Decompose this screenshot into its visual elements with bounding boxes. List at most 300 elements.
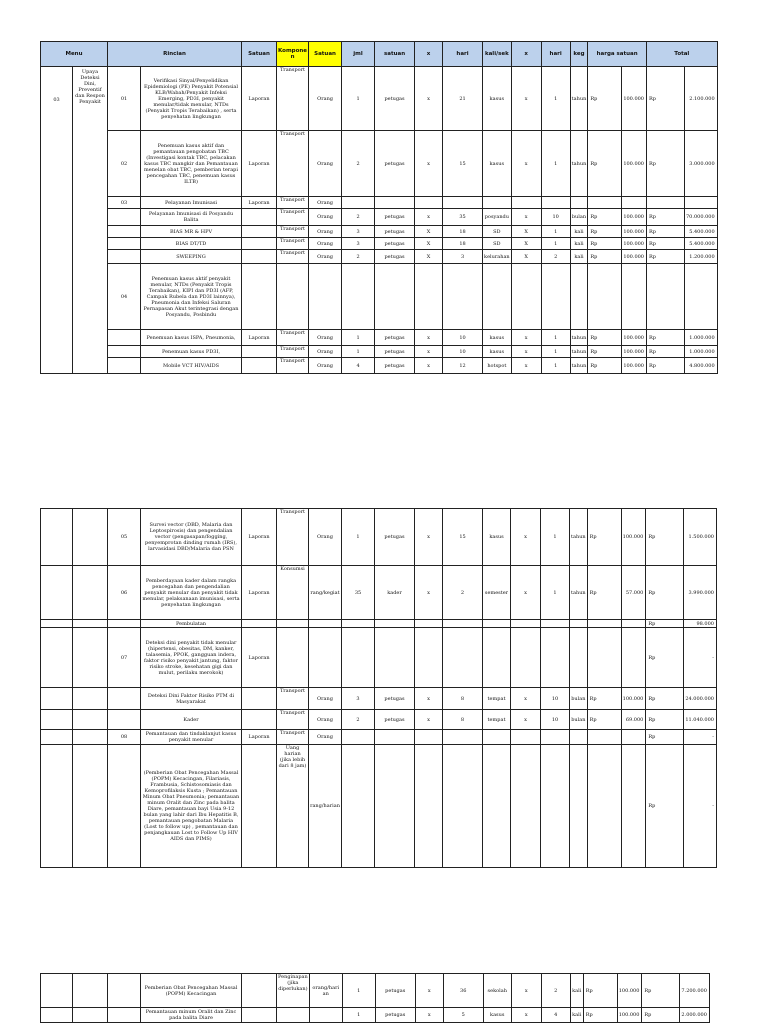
komponen-cell: Transport bbox=[277, 330, 309, 346]
rincian-cell: Pemantauan minum Oralit dan Zinc pada balita Diare bbox=[141, 1008, 242, 1023]
hari2-cell bbox=[541, 730, 570, 745]
komponen-cell: Transport bbox=[277, 197, 309, 209]
satuan-cell: Laporan bbox=[242, 330, 277, 346]
header-total: Total bbox=[647, 42, 718, 67]
hari-cell: 8 bbox=[443, 688, 483, 710]
rincian-cell: Pelayanan Imunisasi di Posyandu Balita bbox=[141, 209, 242, 226]
rp-total-label: Rp bbox=[646, 730, 684, 745]
jml-cell: 3 bbox=[342, 226, 375, 238]
satuan-cell: Laporan bbox=[242, 509, 277, 566]
rp-label bbox=[587, 745, 621, 868]
table-row bbox=[41, 209, 718, 226]
hari2-cell: 1 bbox=[541, 67, 570, 131]
header-rincian: Rincian bbox=[108, 42, 242, 67]
table-row bbox=[41, 67, 718, 131]
harga-cell bbox=[621, 620, 646, 628]
rp-total-label: Rp bbox=[646, 628, 684, 688]
rp-label: Rp bbox=[587, 688, 621, 710]
satuan-petugas-cell: petugas bbox=[375, 710, 415, 730]
komponen-cell: Transport bbox=[277, 509, 309, 566]
kali-cell: SD bbox=[483, 226, 512, 238]
total-cell: 1.000.000 bbox=[685, 330, 718, 346]
satuan-unit-cell: rang/harian bbox=[309, 745, 342, 868]
satuan-unit-cell bbox=[309, 620, 342, 628]
rp-total-label: Rp bbox=[646, 566, 684, 620]
table-row bbox=[41, 226, 718, 238]
hari-cell bbox=[443, 197, 483, 209]
hari-cell: 15 bbox=[443, 509, 483, 566]
satuan-petugas-cell: petugas bbox=[375, 226, 415, 238]
rp-label bbox=[587, 620, 621, 628]
header-x2: x bbox=[511, 42, 541, 67]
hari-cell: 12 bbox=[443, 358, 483, 374]
harga-cell: 100.000 bbox=[622, 67, 647, 131]
total-cell: - bbox=[684, 628, 717, 688]
satuan-unit-cell: Orang bbox=[309, 710, 342, 730]
multiply-cell: x bbox=[415, 974, 443, 1008]
row-number bbox=[108, 745, 141, 868]
harga-cell: 100.000 bbox=[622, 250, 647, 264]
kali-cell bbox=[483, 264, 512, 330]
harga-cell: 100.000 bbox=[617, 974, 642, 1008]
harga-cell: 100.000 bbox=[621, 509, 646, 566]
harga-cell bbox=[621, 745, 646, 868]
harga-cell bbox=[621, 628, 646, 688]
harga-cell: 100.000 bbox=[622, 346, 647, 358]
harga-cell bbox=[621, 730, 646, 745]
empty-cell bbox=[41, 566, 73, 620]
jml-cell: 4 bbox=[342, 358, 375, 374]
row-number: 03 bbox=[108, 197, 141, 209]
budget-table-2 bbox=[40, 508, 717, 868]
total-cell: - bbox=[684, 730, 717, 745]
satuan-unit-cell: Orang bbox=[309, 209, 342, 226]
rp-total-label bbox=[647, 264, 685, 330]
keg-cell bbox=[570, 264, 588, 330]
rp-total-label: Rp bbox=[647, 346, 685, 358]
hari2-cell: 1 bbox=[541, 226, 570, 238]
rincian-cell: Pemberdayaan kader dalam rangka pencegahan dan pengendalian penyakit menular dan penyakit tidak menular, pelaksanaan imunisasi, serta penyehatan lingkungan bbox=[141, 566, 242, 620]
header-x1: x bbox=[415, 42, 443, 67]
satuan-cell bbox=[242, 250, 277, 264]
multiply-cell bbox=[415, 197, 443, 209]
row-number: 01 bbox=[108, 67, 141, 131]
rp-total-label: Rp bbox=[646, 688, 684, 710]
table-3-body bbox=[41, 974, 710, 1023]
rincian-cell: Penemuan kasus ISPA, Pneumonia, bbox=[141, 330, 242, 346]
rp-total-label: Rp bbox=[647, 250, 685, 264]
satuan-petugas-cell bbox=[375, 197, 415, 209]
komponen-cell: Transport bbox=[277, 688, 309, 710]
jml-cell: 1 bbox=[342, 330, 375, 346]
row-number bbox=[108, 688, 141, 710]
komponen-cell: Transport bbox=[277, 250, 309, 264]
empty-cell bbox=[41, 974, 73, 1008]
hari2-cell: 1 bbox=[541, 358, 570, 374]
satuan-cell: Laporan bbox=[242, 730, 277, 745]
table-row bbox=[41, 688, 717, 710]
satuan-unit-cell: Orang bbox=[309, 226, 342, 238]
multiply2-cell: X bbox=[511, 250, 541, 264]
row-number: 07 bbox=[108, 628, 141, 688]
kali-cell: posyandu bbox=[483, 209, 512, 226]
hari2-cell: 1 bbox=[541, 509, 570, 566]
rp-label: Rp bbox=[588, 346, 622, 358]
satuan-petugas-cell bbox=[375, 730, 415, 745]
harga-cell: 57.000 bbox=[621, 566, 646, 620]
kali-cell: kasus bbox=[483, 330, 512, 346]
multiply-cell: x bbox=[415, 1008, 443, 1023]
keg-cell: kali bbox=[570, 238, 588, 250]
multiply2-cell: x bbox=[511, 209, 541, 226]
komponen-cell bbox=[277, 620, 309, 628]
row-number: 04 bbox=[108, 264, 141, 330]
hari2-cell: 4 bbox=[541, 1008, 570, 1023]
satuan-petugas-cell: petugas bbox=[375, 509, 415, 566]
rp-total-label: Rp bbox=[642, 1008, 680, 1023]
total-cell: 7.200.000 bbox=[680, 974, 709, 1008]
komponen-cell: Transport bbox=[277, 238, 309, 250]
row-number bbox=[108, 238, 141, 250]
hari-cell: 10 bbox=[443, 330, 483, 346]
total-cell: - bbox=[684, 745, 717, 868]
jml-cell bbox=[342, 197, 375, 209]
multiply-cell: x bbox=[415, 509, 443, 566]
rincian-cell: Deteksi Dini Faktor Risiko PTM di Masyarakat bbox=[141, 688, 242, 710]
komponen-cell: Penginapan (jika diperlukan) bbox=[277, 974, 310, 1008]
rincian-cell: Kader bbox=[141, 710, 242, 730]
total-cell: 2.100.000 bbox=[685, 67, 718, 131]
hari-cell bbox=[443, 730, 483, 745]
komponen-cell: Transport bbox=[277, 209, 309, 226]
rincian-cell: Pelayanan Imunisasi bbox=[141, 197, 242, 209]
hari-cell: 2 bbox=[443, 566, 483, 620]
rp-total-label: Rp bbox=[642, 974, 680, 1008]
harga-cell: 100.000 bbox=[622, 238, 647, 250]
row-number bbox=[108, 209, 141, 226]
keg-cell: kali bbox=[570, 250, 588, 264]
multiply-cell: x bbox=[415, 67, 443, 131]
empty-cell bbox=[41, 628, 73, 688]
satuan-unit-cell: Orang bbox=[309, 330, 342, 346]
table-2-body bbox=[41, 509, 717, 868]
empty-cell bbox=[41, 688, 73, 710]
rp-label bbox=[587, 628, 621, 688]
multiply2-cell bbox=[511, 264, 541, 330]
satuan-petugas-cell: petugas bbox=[375, 974, 415, 1008]
jml-cell: 3 bbox=[342, 688, 375, 710]
multiply2-cell: x bbox=[511, 566, 541, 620]
rp-label: Rp bbox=[588, 250, 622, 264]
satuan-unit-cell bbox=[309, 264, 342, 330]
keg-cell: bulan bbox=[570, 209, 588, 226]
satuan-petugas-cell: petugas bbox=[375, 131, 415, 197]
header-kali: kali/sek bbox=[483, 42, 512, 67]
table-row bbox=[41, 509, 717, 566]
keg-cell: bulan bbox=[570, 710, 588, 730]
satuan-unit-cell: Orang bbox=[309, 509, 342, 566]
hari-cell: 8 bbox=[443, 710, 483, 730]
kali-cell: hotspot bbox=[483, 358, 512, 374]
satuan-unit-cell: rang/kegiat bbox=[309, 566, 342, 620]
satuan-cell bbox=[242, 226, 277, 238]
header-satuan3: satuan bbox=[375, 42, 415, 67]
multiply2-cell: x bbox=[511, 67, 541, 131]
hari2-cell: 10 bbox=[541, 710, 570, 730]
kali-cell: tempat bbox=[483, 688, 511, 710]
hari2-cell: 10 bbox=[541, 688, 570, 710]
rp-total-label: Rp bbox=[646, 620, 684, 628]
keg-cell bbox=[570, 197, 588, 209]
table-row bbox=[41, 197, 718, 209]
hari-cell: 21 bbox=[443, 67, 483, 131]
rincian-cell: Pemberian Obat Pencegahan Massal (POPM) Kecacingan bbox=[141, 974, 242, 1008]
header-komponen: Kompone n bbox=[277, 42, 309, 67]
keg-cell: tahun bbox=[570, 566, 588, 620]
satuan-cell bbox=[242, 1008, 277, 1023]
table-row bbox=[41, 566, 717, 620]
multiply2-cell bbox=[511, 745, 541, 868]
satuan-petugas-cell: petugas bbox=[375, 67, 415, 131]
budget-table-1 bbox=[40, 41, 718, 374]
multiply-cell: x bbox=[415, 131, 443, 197]
rp-total-label: Rp bbox=[646, 745, 684, 868]
multiply2-cell bbox=[511, 730, 541, 745]
satuan-cell bbox=[242, 620, 277, 628]
satuan-cell: Laporan bbox=[242, 67, 277, 131]
multiply-cell: x bbox=[415, 358, 443, 374]
hari2-cell bbox=[541, 628, 570, 688]
satuan-unit-cell bbox=[309, 628, 342, 688]
rincian-cell: Mobile VCT HIV/AIDS bbox=[141, 358, 242, 374]
satuan-petugas-cell: petugas bbox=[375, 250, 415, 264]
total-cell: 5.400.000 bbox=[685, 226, 718, 238]
komponen-cell bbox=[277, 628, 309, 688]
row-number bbox=[108, 620, 141, 628]
jml-cell bbox=[342, 730, 375, 745]
multiply2-cell: x bbox=[511, 346, 541, 358]
harga-cell: 100.000 bbox=[622, 330, 647, 346]
multiply2-cell bbox=[511, 628, 541, 688]
table-row bbox=[41, 264, 718, 330]
satuan-petugas-cell: petugas bbox=[375, 346, 415, 358]
hari2-cell: 10 bbox=[541, 209, 570, 226]
harga-cell bbox=[622, 264, 647, 330]
rp-label: Rp bbox=[583, 1008, 617, 1023]
multiply-cell: X bbox=[415, 226, 443, 238]
empty-cell bbox=[41, 745, 73, 868]
satuan-cell: Laporan bbox=[242, 197, 277, 209]
hari-cell: 35 bbox=[443, 209, 483, 226]
row-number bbox=[108, 226, 141, 238]
harga-cell: 100.000 bbox=[622, 131, 647, 197]
total-cell: 4.800.000 bbox=[685, 358, 718, 374]
empty-cell bbox=[41, 730, 73, 745]
satuan-petugas-cell: petugas bbox=[375, 209, 415, 226]
table-1-body bbox=[41, 67, 718, 374]
hari2-cell: 1 bbox=[541, 346, 570, 358]
rp-label: Rp bbox=[588, 330, 622, 346]
satuan-unit-cell: orang/hari an bbox=[309, 974, 342, 1008]
row-number: 02 bbox=[108, 131, 141, 197]
hari-cell: 3 bbox=[443, 250, 483, 264]
satuan-petugas-cell: petugas bbox=[375, 330, 415, 346]
rp-label bbox=[588, 264, 622, 330]
table-row bbox=[41, 620, 717, 628]
hari-cell: 5 bbox=[443, 1008, 483, 1023]
hari-cell: 15 bbox=[443, 131, 483, 197]
harga-cell: 100.000 bbox=[617, 1008, 642, 1023]
kali-cell bbox=[483, 620, 511, 628]
empty-cell bbox=[73, 1008, 108, 1023]
harga-cell: 100.000 bbox=[622, 209, 647, 226]
total-cell: 2.000.000 bbox=[680, 1008, 709, 1023]
jml-cell bbox=[342, 628, 375, 688]
rp-total-label: Rp bbox=[646, 710, 684, 730]
satuan-unit-cell: Orang bbox=[309, 358, 342, 374]
satuan-petugas-cell bbox=[375, 745, 415, 868]
empty-cell bbox=[41, 620, 73, 628]
hari-cell bbox=[443, 620, 483, 628]
jml-cell: 2 bbox=[342, 710, 375, 730]
multiply-cell: X bbox=[415, 250, 443, 264]
table-row bbox=[41, 628, 717, 688]
hari-cell bbox=[443, 628, 483, 688]
keg-cell: kali bbox=[570, 974, 583, 1008]
hari-cell bbox=[443, 264, 483, 330]
multiply-cell bbox=[415, 264, 443, 330]
rp-total-label: Rp bbox=[647, 67, 685, 131]
keg-cell bbox=[570, 620, 588, 628]
multiply-cell: X bbox=[415, 238, 443, 250]
jml-cell bbox=[342, 620, 375, 628]
hari2-cell: 1 bbox=[541, 330, 570, 346]
kali-cell: kasus bbox=[483, 131, 512, 197]
multiply-cell: x bbox=[415, 346, 443, 358]
header-harga: harga satuan bbox=[588, 42, 647, 67]
table-row bbox=[41, 358, 718, 374]
hari2-cell bbox=[541, 745, 570, 868]
rp-label bbox=[588, 197, 622, 209]
total-cell: 11.040.000 bbox=[684, 710, 717, 730]
kali-cell bbox=[483, 745, 511, 868]
komponen-cell: Konsumsi bbox=[277, 566, 309, 620]
rincian-cell: Penemuan kasus aktif dan pemantauan pengobatan TBC (Investigasi kontak TBC, pelacakan kasus TBC mangkir dan Pemantauan menelan obat TBC, pemberian terapi pencegahan TBC, penemuan kasus ILTB) bbox=[141, 131, 242, 197]
multiply2-cell: x bbox=[511, 358, 541, 374]
row-number bbox=[108, 250, 141, 264]
multiply2-cell: x bbox=[511, 688, 541, 710]
rincian-cell: Pembulatan bbox=[141, 620, 242, 628]
total-cell: 3.000.000 bbox=[685, 131, 718, 197]
keg-cell: tahun bbox=[570, 346, 588, 358]
hari-cell: 18 bbox=[443, 226, 483, 238]
satuan-cell bbox=[242, 745, 277, 868]
rincian-cell: Verifikasi Sinyal/Penyelidikan Epidemiologi (PE) Penyakit Potensial KLB/Wabah/Penyakit Infeksi Emerging, PD3I, penyakit menular/tidak menular, NTDs (Penyakit Tropis Terabaikan) , serta penyehatan lingkungan bbox=[141, 67, 242, 131]
multiply2-cell: x bbox=[511, 330, 541, 346]
keg-cell bbox=[570, 628, 588, 688]
rp-label: Rp bbox=[588, 209, 622, 226]
satuan-petugas-cell: petugas bbox=[375, 238, 415, 250]
table-row bbox=[41, 745, 717, 868]
table-row bbox=[41, 710, 717, 730]
satuan-petugas-cell: petugas bbox=[375, 358, 415, 374]
jml-cell: 1 bbox=[342, 1008, 375, 1023]
jml-cell: 1 bbox=[342, 974, 375, 1008]
keg-cell: tahun bbox=[570, 330, 588, 346]
kali-cell bbox=[483, 197, 512, 209]
satuan-unit-cell bbox=[309, 1008, 342, 1023]
jml-cell: 3 bbox=[342, 238, 375, 250]
kali-cell: SD bbox=[483, 238, 512, 250]
empty-cell bbox=[41, 710, 73, 730]
multiply-cell bbox=[415, 620, 443, 628]
multiply2-cell: x bbox=[511, 710, 541, 730]
komponen-cell: Transport bbox=[277, 358, 309, 374]
total-cell: 24.000.000 bbox=[684, 688, 717, 710]
row-number bbox=[108, 974, 141, 1008]
hari2-cell: 2 bbox=[541, 250, 570, 264]
multiply-cell bbox=[415, 745, 443, 868]
rincian-cell: BIAS MR & HPV bbox=[141, 226, 242, 238]
multiply-cell: x bbox=[415, 330, 443, 346]
harga-cell: 100.000 bbox=[622, 226, 647, 238]
hari2-cell: 1 bbox=[541, 566, 570, 620]
hari2-cell: 1 bbox=[541, 131, 570, 197]
total-cell: 98.000 bbox=[684, 620, 717, 628]
multiply2-cell: X bbox=[511, 238, 541, 250]
hari-cell: 10 bbox=[443, 346, 483, 358]
komponen-cell: Transport bbox=[277, 226, 309, 238]
kali-cell bbox=[483, 628, 511, 688]
rp-label: Rp bbox=[588, 358, 622, 374]
rincian-cell: Survei vector (DBD, Malaria dan Leptospirosis) dan pengendalian vector (pengasapan/fogging, penyemprotan dinding rumah (IRS), larvasidasi DBD/Malaria dan PSN bbox=[141, 509, 242, 566]
hari-cell: 36 bbox=[443, 974, 483, 1008]
row-number bbox=[108, 330, 141, 346]
empty-cell bbox=[73, 730, 108, 745]
multiply2-cell: x bbox=[511, 131, 541, 197]
header-menu: Menu bbox=[41, 42, 108, 67]
satuan-petugas-cell: petugas bbox=[375, 688, 415, 710]
keg-cell: bulan bbox=[570, 688, 588, 710]
kali-cell: semester bbox=[483, 566, 511, 620]
satuan-petugas-cell: kader bbox=[375, 566, 415, 620]
header-hari2: hari bbox=[541, 42, 570, 67]
komponen-cell: Uang harian (jika lebih dari 8 jam) bbox=[277, 745, 309, 868]
satuan-cell bbox=[242, 358, 277, 374]
jml-cell: 1 bbox=[342, 67, 375, 131]
total-cell: 70.000.000 bbox=[685, 209, 718, 226]
total-cell bbox=[685, 264, 718, 330]
header-satuan2: Satuan bbox=[309, 42, 342, 67]
satuan-unit-cell: Orang bbox=[309, 197, 342, 209]
komponen-cell: Transport bbox=[277, 730, 309, 745]
total-cell bbox=[685, 197, 718, 209]
rp-label: Rp bbox=[588, 226, 622, 238]
hari2-cell bbox=[541, 620, 570, 628]
empty-cell bbox=[73, 620, 108, 628]
satuan-petugas-cell bbox=[375, 264, 415, 330]
header-satuan: Satuan bbox=[242, 42, 277, 67]
satuan-cell bbox=[242, 710, 277, 730]
komponen-cell bbox=[277, 264, 309, 330]
empty-cell bbox=[73, 745, 108, 868]
satuan-cell bbox=[242, 238, 277, 250]
satuan-petugas-cell: petugas bbox=[375, 1008, 415, 1023]
multiply-cell: x bbox=[415, 566, 443, 620]
satuan-unit-cell: Orang bbox=[309, 730, 342, 745]
komponen-cell: Transport bbox=[277, 346, 309, 358]
kali-cell: sekolah bbox=[483, 974, 511, 1008]
